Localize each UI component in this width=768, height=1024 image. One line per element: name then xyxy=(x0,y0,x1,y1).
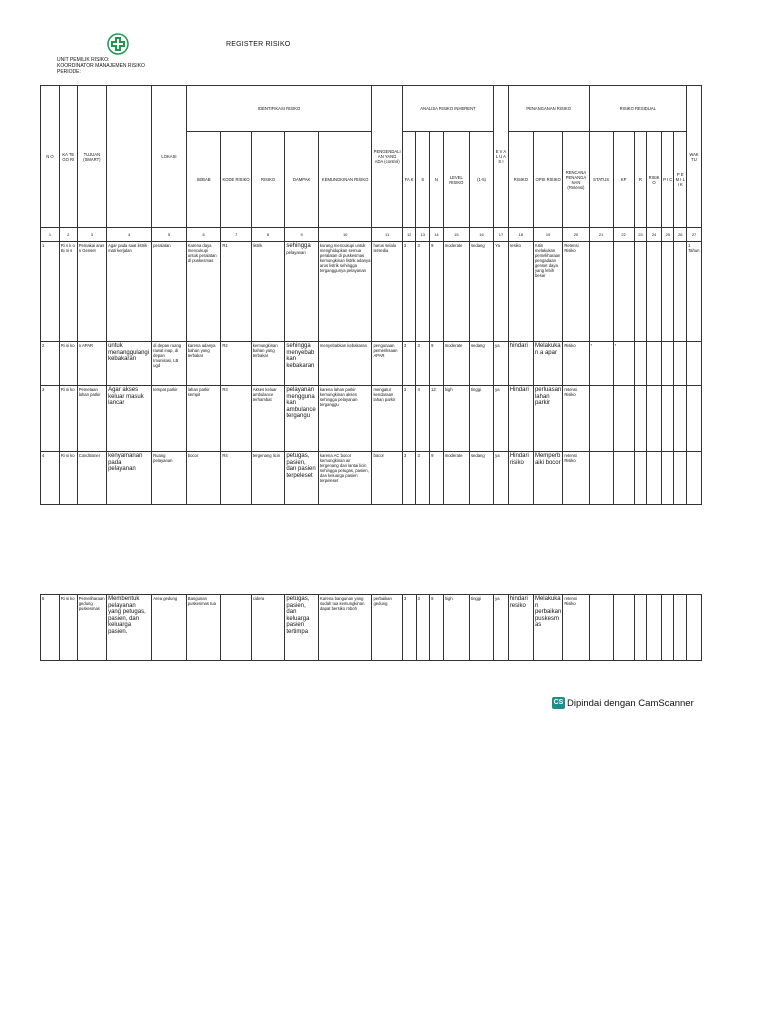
cell-opsi: rutin melakukan pemeliharaan pengadaan genset daya yang lebih besar xyxy=(533,242,562,342)
header-residual: RISIKO RESIDUAL xyxy=(589,86,687,132)
cell-level: high xyxy=(443,386,469,452)
header-fak: FA K xyxy=(402,132,416,228)
cell-level: moderate xyxy=(443,242,469,342)
cell-n: 12 xyxy=(430,386,444,452)
cell-eval: ya xyxy=(494,452,509,505)
column-number: 23 xyxy=(634,228,647,242)
cell-risk2: hindari xyxy=(508,342,533,386)
cell-kode: R4 xyxy=(221,452,251,505)
column-number: 22 xyxy=(613,228,634,242)
table-body-continued xyxy=(41,595,702,661)
column-number: 21 xyxy=(589,228,613,242)
cell-kategori: Ri si ko xyxy=(59,342,77,386)
cell-pic xyxy=(661,452,674,505)
cell-risk2: hindari resiko xyxy=(508,595,533,661)
cell-skor: sedang xyxy=(469,342,493,386)
cell-res xyxy=(647,242,662,342)
cell-s: 3 xyxy=(416,595,430,661)
cell-risk2: resiko xyxy=(508,242,533,342)
cell-r xyxy=(634,342,647,386)
column-number: 6 xyxy=(186,228,221,242)
header-opsi: OPSI RISIKO xyxy=(533,132,562,228)
cell-lokasi: peralatan xyxy=(152,242,187,342)
cell-s: 3 xyxy=(416,242,430,342)
cell-dampak: pelayanan menggunakan ambulance tergangu xyxy=(285,386,319,452)
column-number: 25 xyxy=(661,228,674,242)
header-tujuan: TUJUAN (SMART) xyxy=(77,86,106,228)
cell-opsi: Melakukan a apar xyxy=(533,342,562,386)
cell-rencana: Risiko xyxy=(563,342,589,386)
cell-level: high xyxy=(443,595,469,661)
cell-res xyxy=(647,342,662,386)
cell-dampak-text: pelayanan xyxy=(286,249,306,255)
cell-r xyxy=(634,595,647,661)
column-number: 5 xyxy=(152,228,187,242)
column-number: 2 xyxy=(59,228,77,242)
cell-dampak-emphasis: sehingga xyxy=(286,243,311,249)
header-status: STATUS xyxy=(589,132,613,228)
header-no: N O xyxy=(41,86,60,228)
cell-lokasi: Area gedung xyxy=(152,595,187,661)
column-number: 1 xyxy=(41,228,60,242)
document-title: REGISTER RISIKO xyxy=(226,41,291,48)
cell-r xyxy=(634,386,647,452)
header-skor: (1-5) xyxy=(469,132,493,228)
cell-control: pengunaan pemeriksaan APAR xyxy=(372,342,402,386)
table-row xyxy=(41,452,702,505)
cell-control: perbaikan gedung xyxy=(372,595,402,661)
meta-line: UNIT PEMILIK RISIKO: xyxy=(57,57,110,63)
header-r: R xyxy=(634,132,647,228)
camscanner-text: Dipindai dengan CamScanner xyxy=(567,697,694,709)
cell-rencana: retensi Risiko xyxy=(563,386,589,452)
column-number: 4 xyxy=(107,228,152,242)
cell-eval: ya xyxy=(494,386,509,452)
cell-pic xyxy=(661,386,674,452)
cell-dampak: sehingga menyebabkan kebakaran xyxy=(285,342,319,386)
column-number: 13 xyxy=(416,228,430,242)
cell-status xyxy=(589,595,613,661)
cell-control: bocor xyxy=(372,452,402,505)
header-lokasi: LOKASI xyxy=(152,86,187,228)
cell-pem xyxy=(674,242,687,342)
cell-kemungkinan: menyebabkan kebakaran xyxy=(318,342,372,386)
cell-status xyxy=(589,386,613,452)
header-kemungkinan: KEMUNGKINAN RISIKO xyxy=(318,132,372,228)
cell-waktu: 1 Tahun xyxy=(687,242,702,342)
cell-risiko: cidera xyxy=(251,595,285,661)
header-n: N xyxy=(430,132,444,228)
header-smart xyxy=(107,86,152,228)
column-number: 7 xyxy=(221,228,251,242)
cell-status: * xyxy=(589,342,613,386)
column-number: 17 xyxy=(494,228,509,242)
cell-level: moderate xyxy=(443,342,469,386)
cell-kemungkinan: Karena bangunan yang sudah tua kemungkinan dapat bersiko roboh xyxy=(318,595,372,661)
cell-kategori: Ri s k o Bi ni s xyxy=(59,242,77,342)
header-waktu: WAKTU xyxy=(687,86,702,228)
header-identifikasi: IDENTIFIKASI RISIKO xyxy=(186,86,372,132)
cell-pem xyxy=(674,386,687,452)
cell-pem xyxy=(674,342,687,386)
cell-n: 9 xyxy=(430,242,444,342)
cell-s: 3 xyxy=(416,452,430,505)
cell-eval: ya xyxy=(494,342,509,386)
cell-r xyxy=(634,242,647,342)
cell-fak: 3 xyxy=(402,242,416,342)
cell-pem xyxy=(674,452,687,505)
cell-waktu xyxy=(687,595,702,661)
risk-register-table-continued xyxy=(40,594,702,661)
header-evaluasi: E V A L U A S I xyxy=(494,86,509,228)
cell-smart: untuk menanggulangi kebakaran xyxy=(107,342,152,386)
cell-sebab: lahan parkir sempit xyxy=(186,386,221,452)
cell-risiko: kemungkinan bahan yang terbakar xyxy=(251,342,285,386)
cell-status xyxy=(589,242,613,342)
cell-risk2: Hindari xyxy=(508,386,533,452)
cell-kp xyxy=(613,595,634,661)
cell-dampak: petugas, pasien, dan keluarga pasien tertimpa xyxy=(285,595,319,661)
cell-risk2: Hindari risiko xyxy=(508,452,533,505)
cell-fak: 3 xyxy=(402,342,416,386)
header-level: LEVEL RISIKO xyxy=(443,132,469,228)
column-number: 3 xyxy=(77,228,106,242)
cell-pic xyxy=(661,595,674,661)
cell-sebab: bocor xyxy=(186,452,221,505)
column-number: 24 xyxy=(647,228,662,242)
header-pic: P I C xyxy=(661,132,674,228)
cell-smart: Agar akses keluar masuk lancar xyxy=(107,386,152,452)
cell-no: 3 xyxy=(41,386,60,452)
health-logo-icon xyxy=(107,33,129,55)
cell-kp: * xyxy=(613,342,634,386)
cell-res xyxy=(647,595,662,661)
cell-s: 4 xyxy=(416,386,430,452)
cell-rencana: retensi Risiko xyxy=(563,595,589,661)
cell-tujuan: Pemeliharaan gedung puskesmas xyxy=(77,595,106,661)
cell-kategori: Ri si ko xyxy=(59,386,77,452)
column-number-row xyxy=(41,228,702,242)
cell-n: 9 xyxy=(430,452,444,505)
cell-rencana: Retensi Risiko xyxy=(563,242,589,342)
cell-kemungkinan: karena lahan parkir kemungkinan akses sehingga pelayanan terganggu xyxy=(318,386,372,452)
column-number: 11 xyxy=(372,228,402,242)
cell-pic xyxy=(661,342,674,386)
header-penanganan: PENANGANAN RISIKO xyxy=(508,86,589,132)
cell-dampak xyxy=(285,242,319,342)
cell-tujuan: Pemetaan lahan parkir xyxy=(77,386,106,452)
cell-r xyxy=(634,452,647,505)
cell-lokasi: tempat parkir xyxy=(152,386,187,452)
cell-control: mengatur kendaraan lahan parkir xyxy=(372,386,402,452)
header-risk-treat: RISIKO xyxy=(508,132,533,228)
cell-waktu xyxy=(687,342,702,386)
cell-tujuan: n APAR xyxy=(77,342,106,386)
column-number: 14 xyxy=(430,228,444,242)
cell-pic xyxy=(661,242,674,342)
column-number: 8 xyxy=(251,228,285,242)
cell-skor: sedang xyxy=(469,242,493,342)
cell-waktu xyxy=(687,386,702,452)
cell-risiko: listrik xyxy=(251,242,285,342)
cell-res xyxy=(647,452,662,505)
table-row xyxy=(41,342,702,386)
cell-n: 9 xyxy=(430,342,444,386)
cell-kemungkinan: karena AC bocor kemungkinan air tergenang dan lantai licin sehingga petugas, pasien, dan keluarga pasien terpeleset xyxy=(318,452,372,505)
cell-kp xyxy=(613,386,634,452)
cell-kode: R2 xyxy=(221,342,251,386)
cell-risiko: Akses keluar ambulance terhambat xyxy=(251,386,285,452)
column-number: 9 xyxy=(285,228,319,242)
cell-lokasi: Ruang pelayanan xyxy=(152,452,187,505)
cell-kode xyxy=(221,595,251,661)
cell-opsi: perluasan lahan parkir xyxy=(533,386,562,452)
column-number: 15 xyxy=(443,228,469,242)
table-body xyxy=(41,242,702,505)
cell-no: 5 xyxy=(41,595,60,661)
camscanner-icon: CS xyxy=(552,697,565,709)
cell-level: moderate xyxy=(443,452,469,505)
column-number: 12 xyxy=(402,228,416,242)
cell-res xyxy=(647,386,662,452)
cell-status xyxy=(589,452,613,505)
cell-skor: tinggi xyxy=(469,595,493,661)
column-number: 16 xyxy=(469,228,493,242)
header-risiko: RISIKO xyxy=(251,132,285,228)
cell-kategori: Ri si ko xyxy=(59,452,77,505)
camscanner-watermark xyxy=(552,697,694,709)
table-row xyxy=(41,386,702,452)
cell-opsi: Memperbaiki bocor xyxy=(533,452,562,505)
cell-kp xyxy=(613,452,634,505)
meta-block xyxy=(57,57,145,76)
cell-opsi: Melakukan perbaikan puskesmas xyxy=(533,595,562,661)
cell-fak: 3 xyxy=(402,595,416,661)
column-number: 18 xyxy=(508,228,533,242)
cell-tujuan: Pemakai aras n Genset xyxy=(77,242,106,342)
meta-line: PERIODE: xyxy=(57,69,81,76)
cell-waktu xyxy=(687,452,702,505)
risk-register-table xyxy=(40,85,702,505)
cell-kemungkinan: kurang mencukupi untuk menghidupkan semua peralatan di puskesmas kemungkinan listrik adanya arus listrik sehingga terganggunya pelayanan xyxy=(318,242,372,342)
header-dampak: DAMPAK xyxy=(285,132,319,228)
meta-line: KOORDINATOR MANAJEMEN RISIKO xyxy=(57,63,145,70)
header-level-res: RISIKO xyxy=(647,132,662,228)
header-rencana: RENCANA PENANGANAN (Retensi) xyxy=(563,132,589,228)
column-number: 20 xyxy=(563,228,589,242)
cell-rencana: retensi Risiko xyxy=(563,452,589,505)
header-pengendalian: PENGENDALIAN YANG ADA (control) xyxy=(372,86,402,228)
cell-fak: 3 xyxy=(402,452,416,505)
cell-kp xyxy=(613,242,634,342)
header-pemilik: P E M I L I K xyxy=(674,132,687,228)
cell-pem xyxy=(674,595,687,661)
cell-fak: 3 xyxy=(402,386,416,452)
header-kp: KP xyxy=(613,132,634,228)
cell-tujuan: Conditioner xyxy=(77,452,106,505)
header-s: S xyxy=(416,132,430,228)
header-analisa: ANALISA RISIKO INHERENT xyxy=(402,86,493,132)
cell-no: 2 xyxy=(41,342,60,386)
table-header xyxy=(41,86,702,228)
cell-eval: ya xyxy=(494,595,509,661)
cell-s: 3 xyxy=(416,342,430,386)
cell-risiko: tergenang licin xyxy=(251,452,285,505)
column-number: 26 xyxy=(674,228,687,242)
cell-no: 1 xyxy=(41,242,60,342)
cell-control: harus selalu tersedia xyxy=(372,242,402,342)
cell-lokasi: di depan ruang rawat inap, di depan Imunisasi, LB ugd xyxy=(152,342,187,386)
table-row xyxy=(41,595,702,661)
table-row xyxy=(41,242,702,342)
cell-sebab: Bangunan puskesmas tua xyxy=(186,595,221,661)
cell-skor: tinggi xyxy=(469,386,493,452)
cell-sebab: Karena daya mencukupi untuk peralatan di puskesmas xyxy=(186,242,221,342)
column-number: 19 xyxy=(533,228,562,242)
cell-kode: R3 xyxy=(221,386,251,452)
column-number: 10 xyxy=(318,228,372,242)
cell-smart: Membentuk pelayanan yang petugas, pasien, dan keluarga pasien. xyxy=(107,595,152,661)
cell-n: 9 xyxy=(430,595,444,661)
cell-smart: kenyamanan pada pelayanan xyxy=(107,452,152,505)
cell-no: 4 xyxy=(41,452,60,505)
cell-kode: R1 xyxy=(221,242,251,342)
header-sebab: SEBAB xyxy=(186,132,221,228)
cell-dampak: petugas, pasien, dan pasien terpeleset xyxy=(285,452,319,505)
header-kode: KODE RISIKO xyxy=(221,132,251,228)
cell-eval: Ya xyxy=(494,242,509,342)
cell-kategori: Ri si ko xyxy=(59,595,77,661)
cell-skor: sedang xyxy=(469,452,493,505)
cell-sebab: karena adanya bahan yang terbakar xyxy=(186,342,221,386)
header-kategori: KA TE GO RI xyxy=(59,86,77,228)
cell-smart: Agar pada saat listrik mati kerjalan xyxy=(107,242,152,342)
column-number: 27 xyxy=(687,228,702,242)
